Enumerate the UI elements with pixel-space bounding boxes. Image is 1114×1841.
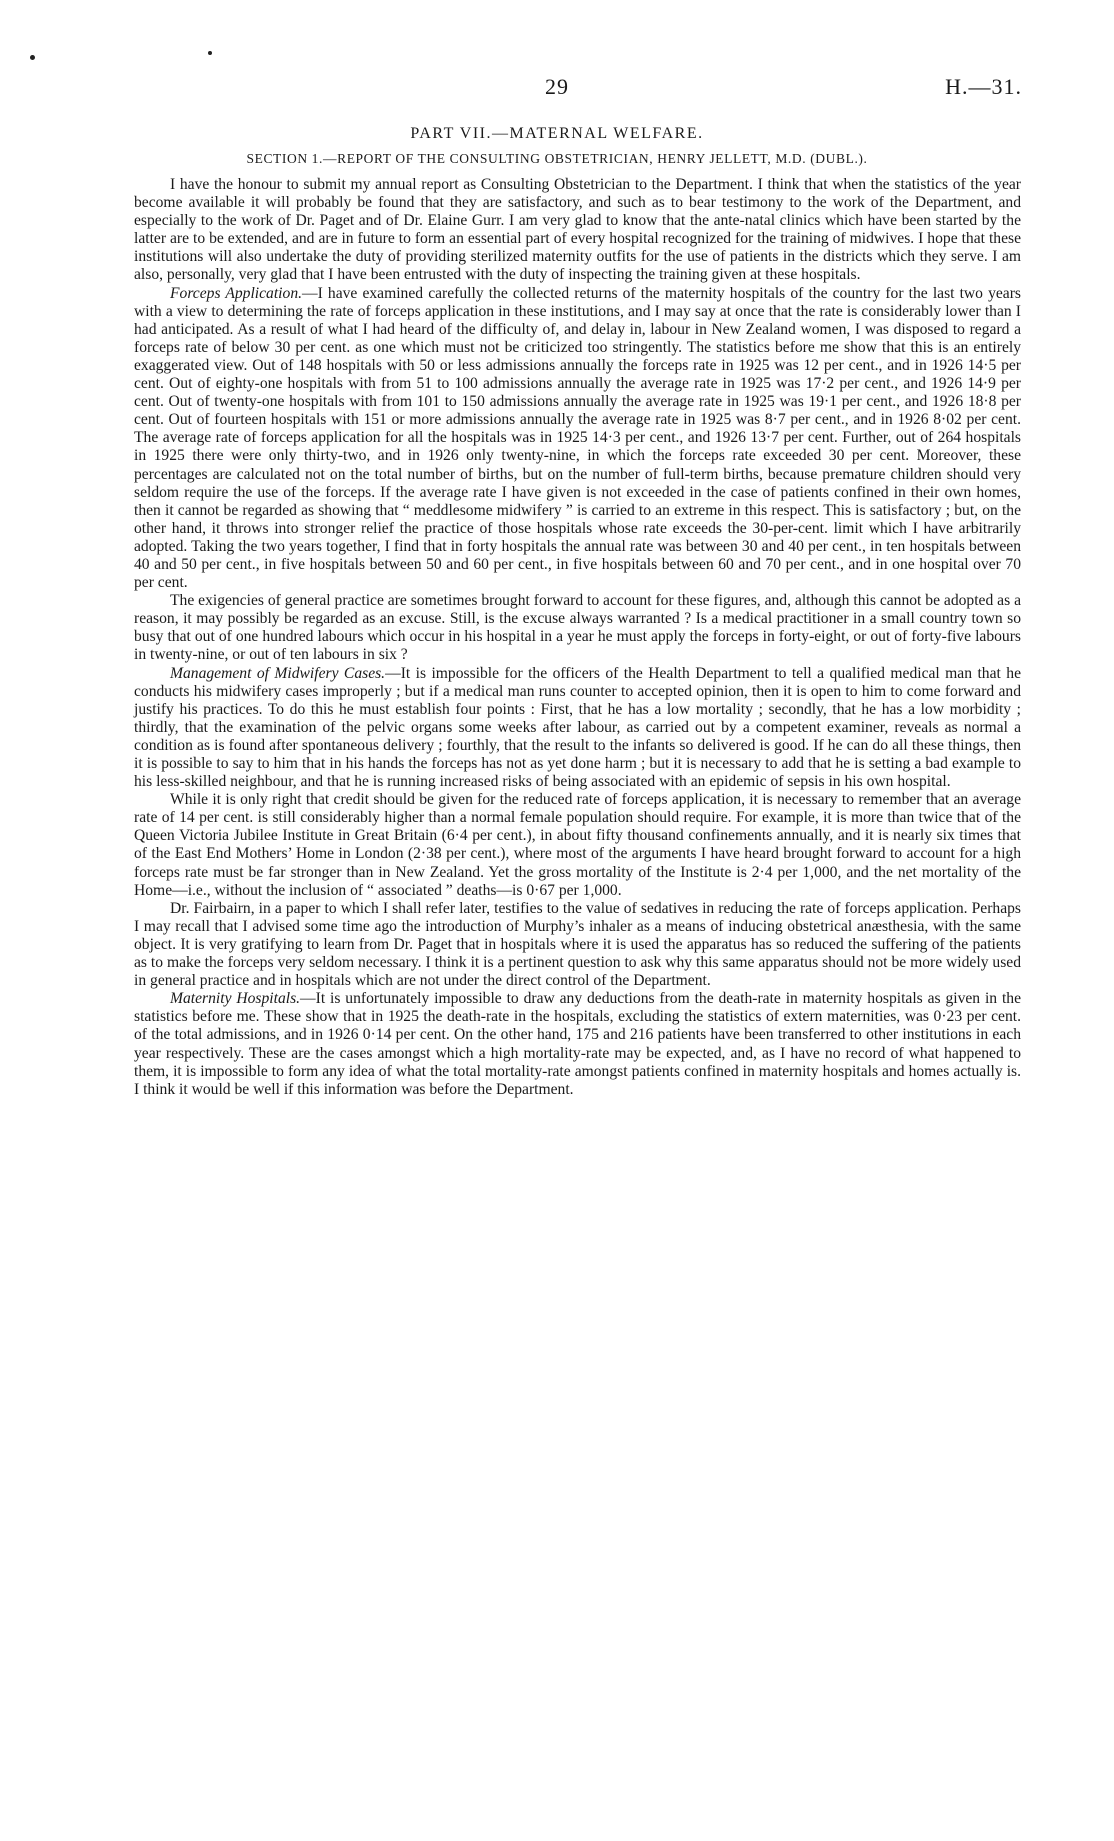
paragraph-text: I have the honour to submit my annual report as Consulting Obstetrician to the Department. I think that when the statistics of the year become available it will probably be found that they are satisfactory, and such as to bear testimony to the work of the Department, and especially to the work of Dr. Paget and of Dr. Elaine Gurr. I am very glad to know that the ante-natal clinics which have been started by the latter are to be extended, and are in future to form an essential part of every hospital recognized for the training of midwives. I hope that these institutions will also undertake the duty of providing sterilized maternity outfits for the use of patients in the districts which they serve. I am also, personally, very glad that I have been entrusted with the duty of inspecting the training given at these hospitals. (134, 176, 1021, 284)
paragraph-management-of-midwifery (134, 665, 1021, 792)
paragraph-forceps-comparison (134, 791, 1021, 900)
scan-speck (30, 55, 35, 60)
paragraph-text: While it is only right that credit should be given for the reduced rate of forceps application, it is necessary to remember that an average rate of 14 per cent. is still considerably higher than a normal female population should require. For example, it is more than twice that of the Queen Victoria Jubilee Institute in Great Britain (6·4 per cent.), in about fifty thousand confinements annually, and it is nearly six times that of the East End Mothers’ Home in London (2·38 per cent.), where most of the arguments I have heard brought forward to account for a high forceps rate must be far stronger than in New Zealand. Yet the gross mortality of the Institute is 2·4 per 1,000, and the net mortality of the Home—i.e., without the inclusion of “ associated ” deaths—is 0·67 per 1,000. (134, 791, 1021, 899)
paragraph-lead-heading: Forceps Application. (170, 284, 303, 302)
paragraph-maternity-hospitals (134, 990, 1021, 1099)
paragraph-text: —It is impossible for the officers of the Health Department to tell a qualified medical man that he conducts his midwifery cases improperly ; but if a medical man runs counter to accepted opinion, then it is open to him to come forward and justify his practices. To do this he must establish four points : First, that he has a low mortality ; secondly, that he has a low morbidity ; thirdly, that the examination of the pelvic organs some weeks after labour, as carried out by a competent examiner, reveals as normal a condition as is found after spontaneous delivery ; fourthly, that the result to the infants so delivered is good. If he can do all these things, then it is possible to say to him that in his hands the forceps has not as yet done harm ; but it is necessary to add that he is setting a bad example to his less-skilled neighbour, and that he is running increased risks of being associated with an epidemic of sepsis in his own hospital. (134, 664, 1021, 791)
paper-reference: H.—31. (945, 74, 1022, 99)
paragraph-general-practice (134, 592, 1021, 664)
paragraph-text: —It is unfortunately impossible to draw any deductions from the death-rate in maternity hospitals as given in the statistics before me. These show that in 1925 the death-rate in the hospitals, excluding the statistics of extern maternities, was 0·23 per cent. of the total admissions, and in 1926 0·14 per cent. On the other hand, 175 and 216 patients have been transferred to other institutions in each year respectively. These are the cases amongst which a high mortality-rate may be expected, and, as I have no record of what happened to them, it is impossible to form any idea of what the total mortality-rate amongst patients confined in maternity hospitals and homes actually is. I think it would be well if this information was before the Department. (134, 990, 1022, 1098)
paragraph-introduction (134, 176, 1021, 285)
section-heading: SECTION 1.—REPORT OF THE CONSULTING OBSTETRICIAN, HENRY JELLETT, M.D. (DUBL.). (246, 151, 868, 166)
scan-speck (208, 51, 212, 55)
paragraph-text: The exigencies of general practice are sometimes brought forward to account for these figures, and, although this cannot be adopted as a reason, it may possibly be regarded as an excuse. Still, is the excuse always warranted ? Is a medical practitioner in a small country town so busy that out of one hundred labours which occur in his hospital in a year he must apply the forceps in forty-eight, or out of forty-five labours in twenty-nine, or out of ten labours in six ? (134, 592, 1021, 664)
paragraph-lead-heading: Management of Midwifery Cases. (170, 664, 386, 682)
paragraph-text: —I have examined carefully the collected returns of the maternity hospitals of the country for the last two years with a view to determining the rate of forceps application in these institutions, and I may say at once that the rate is considerably lower than I had anticipated. As a result of what I had heard of the difficulty of, and delay in, labour in New Zealand women, I was disposed to regard a forceps rate of below 30 per cent. as one which must not be criticized too stringently. The statistics before me show that this is an entirely exaggerated view. Out of 148 hospitals with 50 or less admissions annually the forceps rate in 1925 was 12 per cent., and in 1926 14·5 per cent. Out of eighty-one hospitals with from 51 to 100 admissions annually the average rate in 1925 was 17·2 per cent., and 1926 14·9 per cent. Out of twenty-one hospitals with from 101 to 150 admissions annually the average rate in 1925 was 19·1 per cent., and 1926 18·8 per cent. Out of fourteen hospitals with 151 or more admissions annually the average rate in 1925 was 8·7 per cent., and in 1926 8·02 per cent. The average rate of forceps application for all the hospitals was in 1925 14·3 per cent., and 1926 13·7 per cent. Further, out of 264 hospitals in 1925 there were only thirty-two, and in 1926 only twenty-nine, in which the forceps rate exceeded 30 per cent. Moreover, these percentages are calculated not on the total number of births, but on the number of full-term births, because premature children should very seldom require the use of the forceps. If the average rate I have given is not exceeded in the case of patients confined in their own homes, then it cannot be regarded as showing that “ meddlesome midwifery ” is carried to an extreme in this respect. This is satisfactory ; but, on the other hand, it throws into stronger relief the practice of those hospitals whose rate exceeds the 30-per-cent. limit which I have arbitrarily adopted. Taking the two years together, I find that in forty hospitals the annual rate was between 30 and 40 per cent., in ten hospitals between 40 and 50 per cent., in five hospitals between 50 and 60 per cent., in five hospitals between 60 and 70 per cent., and in one hospital over 70 per cent. (134, 284, 1021, 592)
paragraph-lead-heading: Maternity Hospitals. (170, 990, 301, 1008)
paragraph-sedatives (134, 900, 1021, 990)
paragraph-text: Dr. Fairbairn, in a paper to which I shall refer later, testifies to the value of sedatives in reducing the rate of forceps application. Perhaps I may recall that I advised some time ago the introduction of Murphy’s inhaler as a means of inducing obstetrical anæsthesia, with the same object. It is very gratifying to learn from Dr. Paget that in hospitals where it is used the apparatus has so reduced the suffering of the patients as to make the forceps very seldom necessary. I think it is a pertinent question to ask why this same apparatus should not be more widely used in general practice and in hospitals which are not under the direct control of the Department. (134, 899, 1021, 990)
paragraph-forceps-application (134, 285, 1021, 593)
report-body (134, 176, 1021, 1099)
page-number: 29 (545, 74, 569, 99)
part-heading: PART VII.—MATERNAL WELFARE. (410, 125, 704, 142)
